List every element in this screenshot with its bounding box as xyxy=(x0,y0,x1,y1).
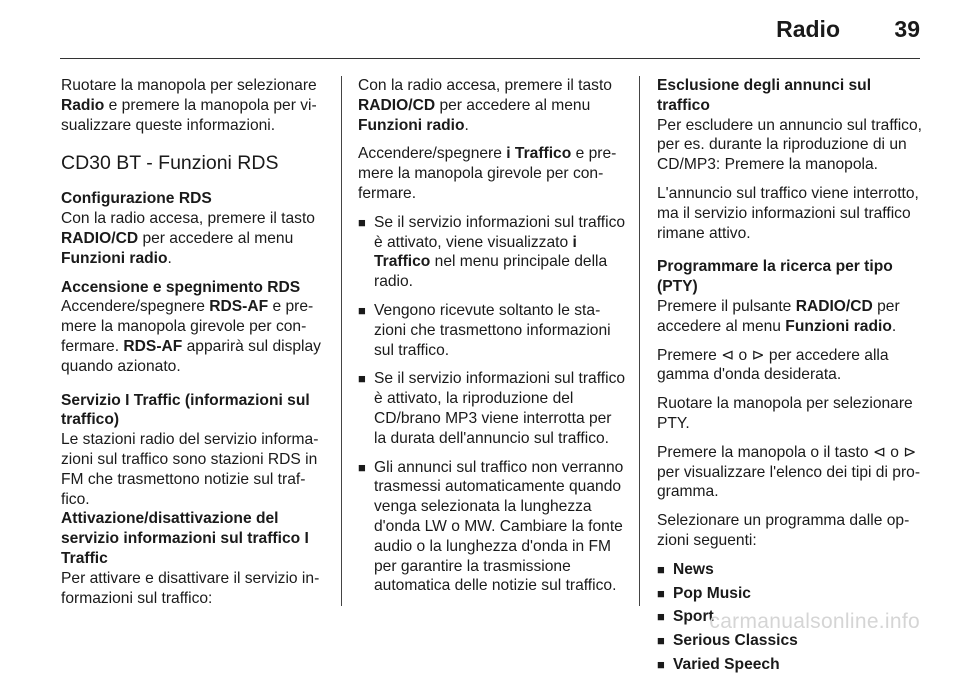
subheading-rds-config: Configurazione RDS xyxy=(61,190,212,208)
subheading-rds-onoff: Accensione e spegnimento RDS xyxy=(61,278,301,296)
paragraph: Premere il pulsante RADIO/CD per accedere al menu Funzioni radio. xyxy=(657,297,900,335)
bullet-icon: ■ xyxy=(358,214,366,230)
list-item: ■ Varied Speech xyxy=(657,655,780,673)
paragraph: Ruotare la manopola per selezionare PTY. xyxy=(657,395,913,432)
list-item: ■ Se il servizio informazioni sul traffico è attivato, la riproduzione del CD/brano MP3 viene interrotta per la durata dell'annuncio sul traffico. xyxy=(358,370,626,447)
bullet-icon: ■ xyxy=(358,459,366,475)
intro-paragraph: Ruotare la manopola per selezionare Radio e premere la manopola per visualizzare queste informazioni. xyxy=(61,77,317,134)
paragraph: Per attivare e disattivare il servizio informazioni sul traffico: xyxy=(61,569,320,607)
section-heading: CD30 BT - Funzioni RDS xyxy=(61,152,279,175)
paragraph: Con la radio accesa, premere il tasto RADIO/CD per accedere al menu Funzioni radio. xyxy=(358,77,612,134)
subheading-traffic-toggle: Attivazione/disattivazione del servizio informazioni sul traffico I Traffic xyxy=(61,510,309,567)
paragraph: Selezionare un programma dalle opzioni seguenti: xyxy=(657,512,910,549)
list-item: ■ Vengono ricevute soltanto le stazioni che trasmettono informazioni sul traffico. xyxy=(358,301,611,359)
subheading-pty: Programmare la ricerca per tipo (PTY) xyxy=(657,258,893,296)
bullet-icon: ■ xyxy=(657,609,665,625)
subheading-traffic-service: Servizio I Traffic (informazioni sul traffico) xyxy=(61,391,310,429)
bullet-icon: ■ xyxy=(657,656,665,672)
paragraph: Con la radio accesa, premere il tasto RADIO/CD per accedere al menu Funzioni radio. xyxy=(61,210,315,267)
list-item: ■ Pop Music xyxy=(657,584,751,602)
list-item: ■ Gli annunci sul traffico non verranno trasmessi automaticamente quando venga selezionata la lunghezza d'onda LW o MW. Cambiare la fonte audio o la lunghezza d'onda in FM per garantire la trasmissione automatica delle notizie sul traffico. xyxy=(358,458,624,595)
list-item: ■ Se il servizio informazioni sul traffico è attivato, viene visualizzato i Traffico nel menu principale della radio. xyxy=(358,213,626,291)
list-item: ■ News xyxy=(657,560,714,578)
column-1 xyxy=(61,76,327,617)
column-2 xyxy=(358,76,626,605)
bullet-icon: ■ xyxy=(657,585,665,601)
page-header xyxy=(60,0,920,59)
page-title: Radio xyxy=(776,16,840,42)
paragraph: Accendere/spegnere i Traffico e premere la manopola girevole per confermare. xyxy=(358,145,617,202)
watermark: carmanualsonline.info xyxy=(709,610,920,633)
bullet-icon: ■ xyxy=(657,561,665,577)
subheading-exclude-announcements: Esclusione degli annunci sul traffico xyxy=(657,77,872,114)
paragraph: Premere la manopola o il tasto ⊲ o ⊳ per visualizzare l'elenco dei tipi di programma. xyxy=(657,443,921,501)
paragraph: Accendere/spegnere RDS-AF e premere la manopola girevole per confermare. RDS-AF apparirà sul display quando azionato. xyxy=(61,298,321,375)
bullet-list xyxy=(358,213,626,596)
column-3 xyxy=(657,76,925,679)
paragraph: Le stazioni radio del servizio informazioni sul traffico sono stazioni RDS in FM che trasmettono notizie sul traffico. xyxy=(61,431,319,508)
paragraph: Premere ⊲ o ⊳ per accedere alla gamma d'onda desiderata. xyxy=(657,346,889,384)
paragraph: L'annuncio sul traffico viene interrotto, ma il servizio informazioni sul traffico rimane attivo. xyxy=(657,184,919,242)
bullet-icon: ■ xyxy=(358,302,366,318)
list-item: ■ Serious Classics xyxy=(657,632,798,650)
page-number: 39 xyxy=(894,16,920,42)
column-divider xyxy=(639,76,640,606)
list-item: ■ Sport xyxy=(657,608,714,626)
column-divider xyxy=(341,76,342,606)
bullet-icon: ■ xyxy=(657,633,665,649)
paragraph: Per escludere un annuncio sul traffico, per es. durante la riproduzione di un CD/MP3: Premere la manopola. xyxy=(657,116,922,174)
bullet-icon: ■ xyxy=(358,371,366,387)
